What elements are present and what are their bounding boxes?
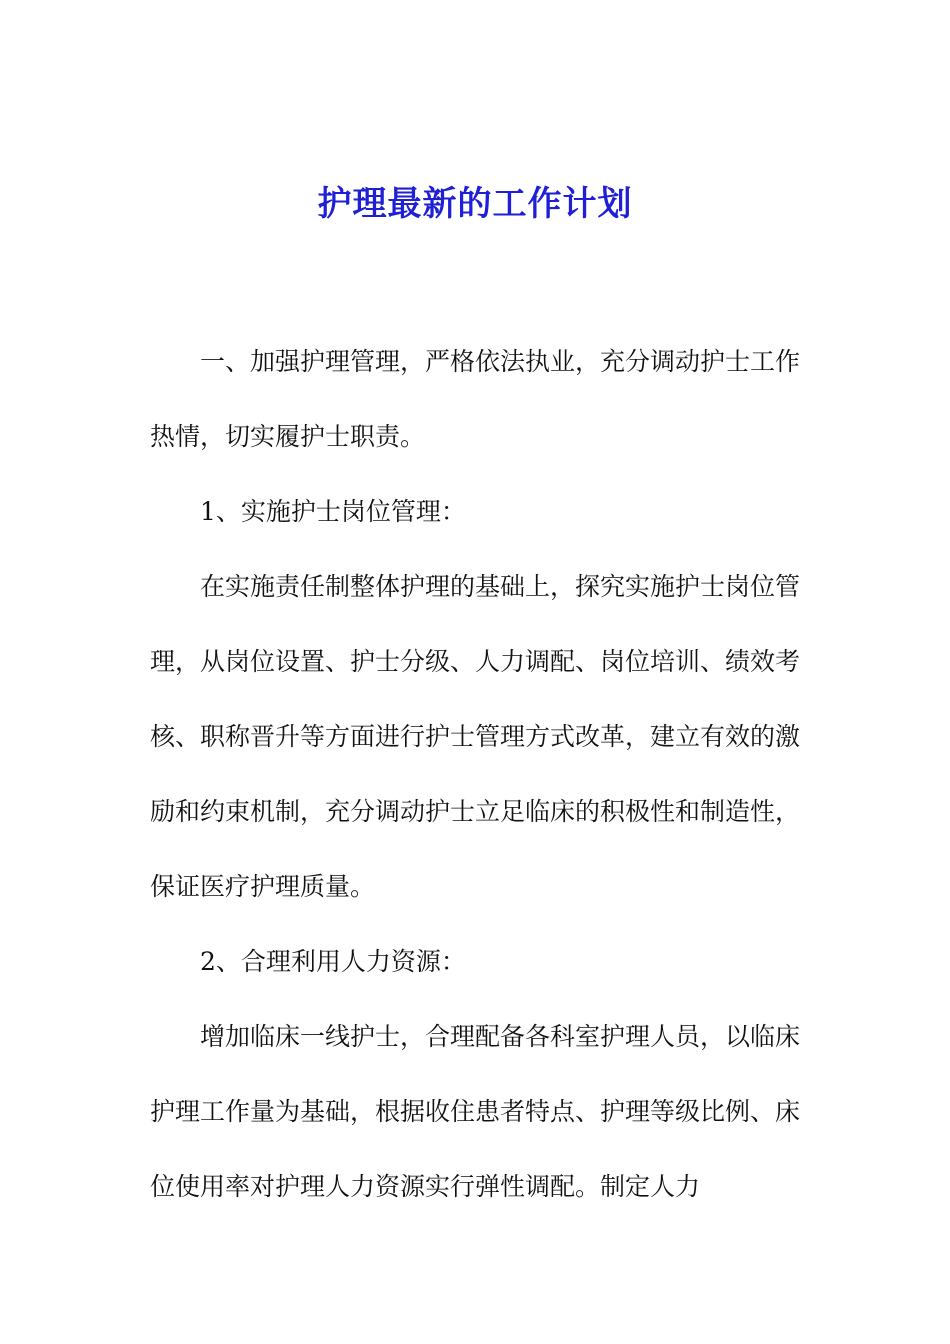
- paragraph-item-one-body: 在实施责任制整体护理的基础上，探究实施护士岗位管理，从岗位设置、护士分级、人力调配、岗位培训、绩效考核、职称晋升等方面进行护士管理方式改革，建立有效的激励和约束机制，充分调动护士立足临床的积极性和制造性，保证医疗护理质量。: [150, 572, 801, 901]
- document-title: 护理最新的工作计划: [317, 184, 633, 224]
- paragraph-item-two-heading: 2、合理利用人力资源：: [200, 947, 466, 976]
- paragraph-section-one: 一、加强护理管理，严格依法执业，充分调动护士工作热情，切实履护士职责。: [150, 347, 801, 451]
- paragraph-item-two-body: 增加临床一线护士，合理配备各科室护理人员，以临床护理工作量为基础，根据收住患者特点、护理等级比例、床位使用率对护理人力资源实行弹性调配。制定人力: [150, 1022, 801, 1201]
- document-body: [150, 324, 800, 1224]
- paragraph-item-one-heading: 1、实施护士岗位管理：: [200, 497, 466, 526]
